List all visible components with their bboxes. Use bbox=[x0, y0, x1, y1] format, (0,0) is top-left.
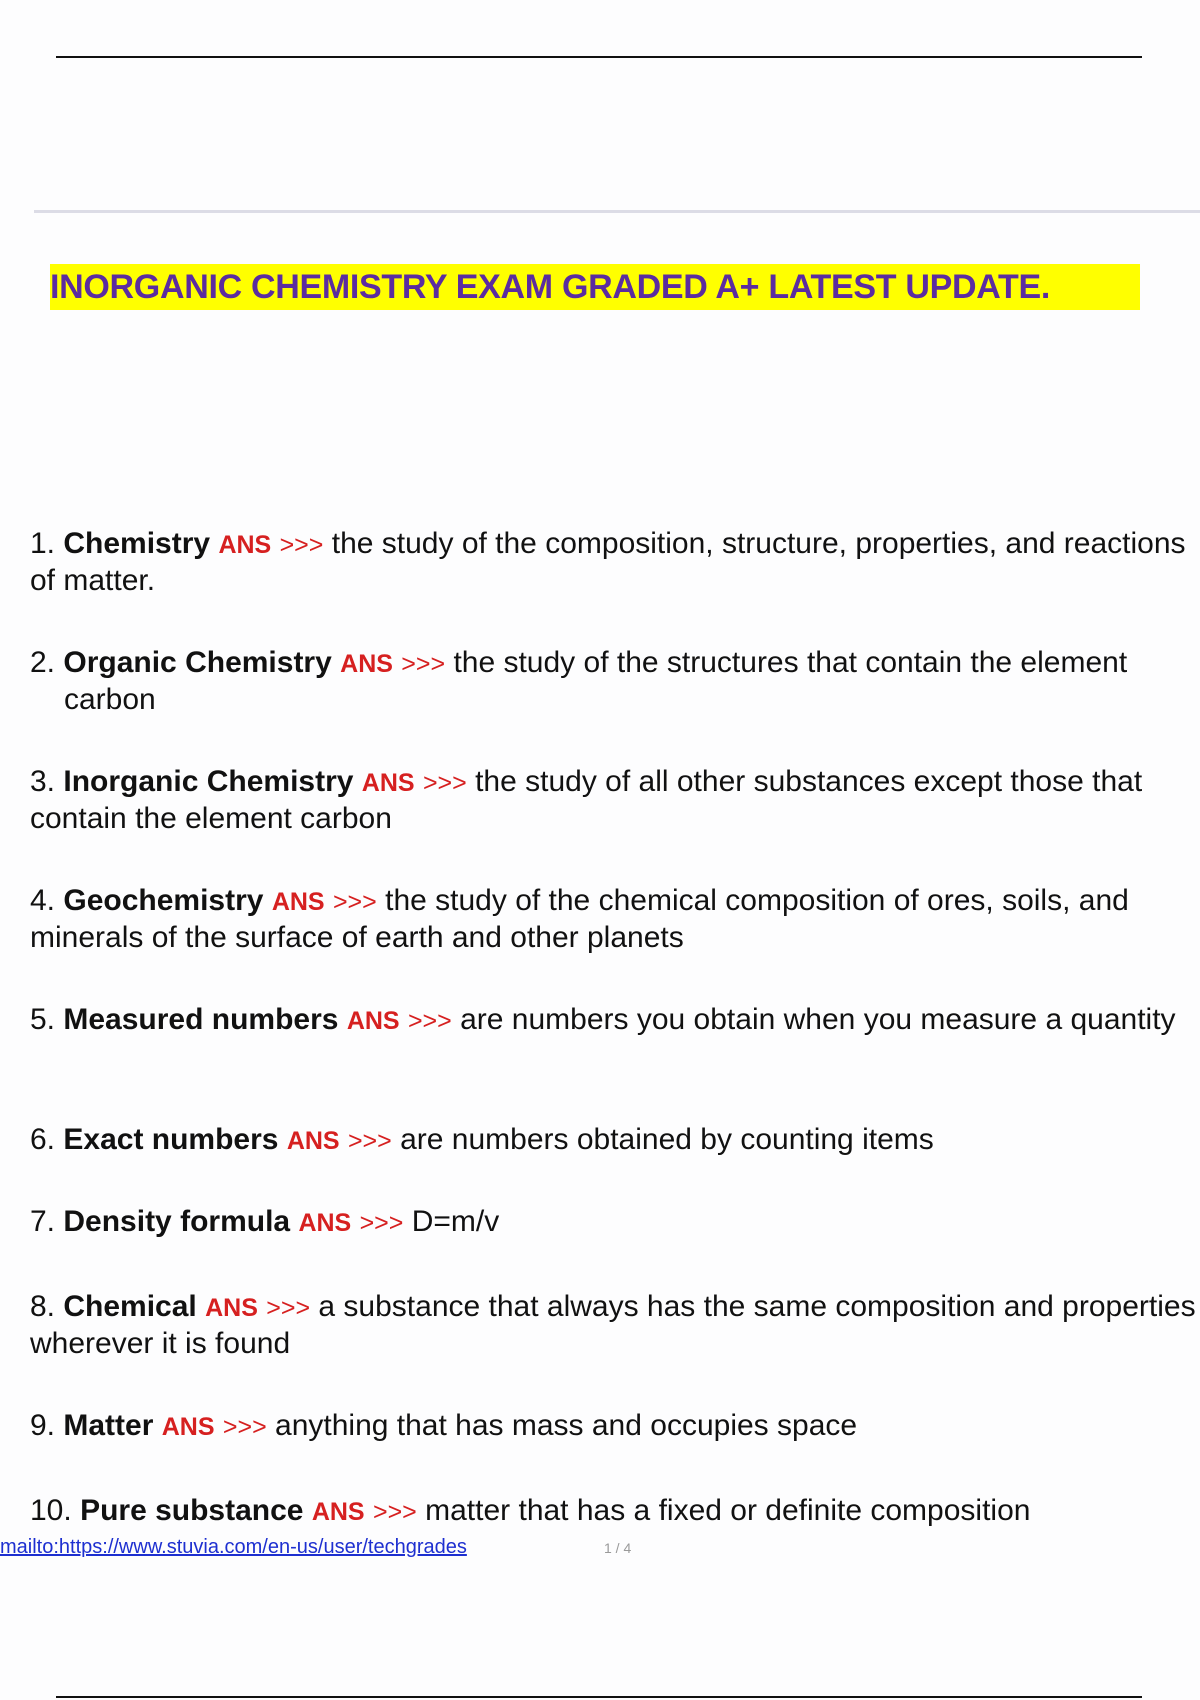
qa-item bbox=[30, 1493, 1198, 1530]
ans-arrows: >>> bbox=[266, 1294, 311, 1322]
item-definition: the study of the composition, structure, properties, and reactions of matter. bbox=[30, 527, 1186, 597]
item-definition: the study of the chemical composition of ores, soils, and minerals of the surface of earth and other planets bbox=[30, 884, 1129, 954]
item-term: Organic Chemistry bbox=[63, 646, 332, 679]
item-definition: anything that has mass and occupies space bbox=[275, 1409, 858, 1442]
page-number: 1 / 4 bbox=[604, 1540, 632, 1556]
qa-item bbox=[30, 526, 1198, 599]
item-definition: a substance that always has the same composition and properties wherever it is found bbox=[30, 1290, 1196, 1360]
ans-arrows: >>> bbox=[347, 1127, 392, 1155]
item-definition: D=m/v bbox=[411, 1205, 500, 1238]
qa-item bbox=[30, 1122, 1198, 1159]
qa-item bbox=[30, 883, 1198, 956]
item-term: Chemistry bbox=[63, 527, 211, 560]
item-term: Pure substance bbox=[80, 1494, 304, 1527]
footer-profile-link[interactable]: mailto:https://www.stuvia.com/en-us/user/techgrades bbox=[0, 1536, 467, 1558]
ans-label: ANS bbox=[361, 769, 415, 797]
qa-item bbox=[30, 1289, 1198, 1362]
qa-item bbox=[30, 645, 1198, 718]
ans-label: ANS bbox=[311, 1498, 365, 1526]
item-term: Density formula bbox=[63, 1205, 291, 1238]
ans-arrows: >>> bbox=[359, 1209, 404, 1237]
document-title: INORGANIC CHEMISTRY EXAM GRADED A+ LATEST UPDATE. bbox=[50, 264, 1140, 310]
item-number: 5. bbox=[30, 1003, 56, 1036]
qa-item bbox=[30, 1204, 1198, 1241]
item-number: 10. bbox=[30, 1494, 72, 1527]
item-number: 8. bbox=[30, 1290, 56, 1323]
item-term: Inorganic Chemistry bbox=[63, 765, 354, 798]
item-definition: are numbers you obtain when you measure a quantity bbox=[460, 1003, 1176, 1036]
top-rule bbox=[56, 56, 1142, 58]
item-term: Measured numbers bbox=[63, 1003, 339, 1036]
item-number: 9. bbox=[30, 1409, 56, 1442]
item-term: Matter bbox=[63, 1409, 154, 1442]
ans-label: ANS bbox=[346, 1007, 400, 1035]
ans-arrows: >>> bbox=[372, 1498, 417, 1526]
item-definition: matter that has a fixed or definite composition bbox=[425, 1494, 1031, 1527]
item-term: Chemical bbox=[63, 1290, 197, 1323]
item-number: 2. bbox=[30, 646, 56, 679]
ans-arrows: >>> bbox=[279, 531, 324, 559]
ans-arrows: >>> bbox=[222, 1413, 267, 1441]
item-term: Geochemistry bbox=[63, 884, 264, 917]
item-number: 1. bbox=[30, 527, 56, 560]
item-number: 3. bbox=[30, 765, 56, 798]
item-definition: the study of the structures that contain the element carbon bbox=[64, 646, 1128, 716]
ans-arrows: >>> bbox=[332, 888, 377, 916]
ans-label: ANS bbox=[286, 1127, 340, 1155]
ans-label: ANS bbox=[340, 650, 393, 678]
ans-label: ANS bbox=[271, 888, 325, 916]
qa-item bbox=[30, 1408, 1198, 1445]
item-term: Exact numbers bbox=[63, 1123, 279, 1156]
ans-arrows: >>> bbox=[407, 1007, 452, 1035]
bottom-rule bbox=[56, 1696, 1142, 1698]
ans-arrows: >>> bbox=[401, 650, 446, 678]
item-number: 7. bbox=[30, 1205, 56, 1238]
qa-item bbox=[30, 1002, 1198, 1039]
ans-label: ANS bbox=[205, 1294, 258, 1322]
item-definition: the study of all other substances except those that contain the element carbon bbox=[30, 765, 1143, 835]
item-definition: are numbers obtained by counting items bbox=[400, 1123, 934, 1156]
ans-label: ANS bbox=[298, 1209, 352, 1237]
qa-item bbox=[30, 764, 1198, 837]
header-divider bbox=[34, 210, 1200, 213]
ans-arrows: >>> bbox=[422, 769, 467, 797]
ans-label: ANS bbox=[218, 531, 272, 559]
item-number: 4. bbox=[30, 884, 56, 917]
ans-label: ANS bbox=[161, 1413, 215, 1441]
item-number: 6. bbox=[30, 1123, 56, 1156]
